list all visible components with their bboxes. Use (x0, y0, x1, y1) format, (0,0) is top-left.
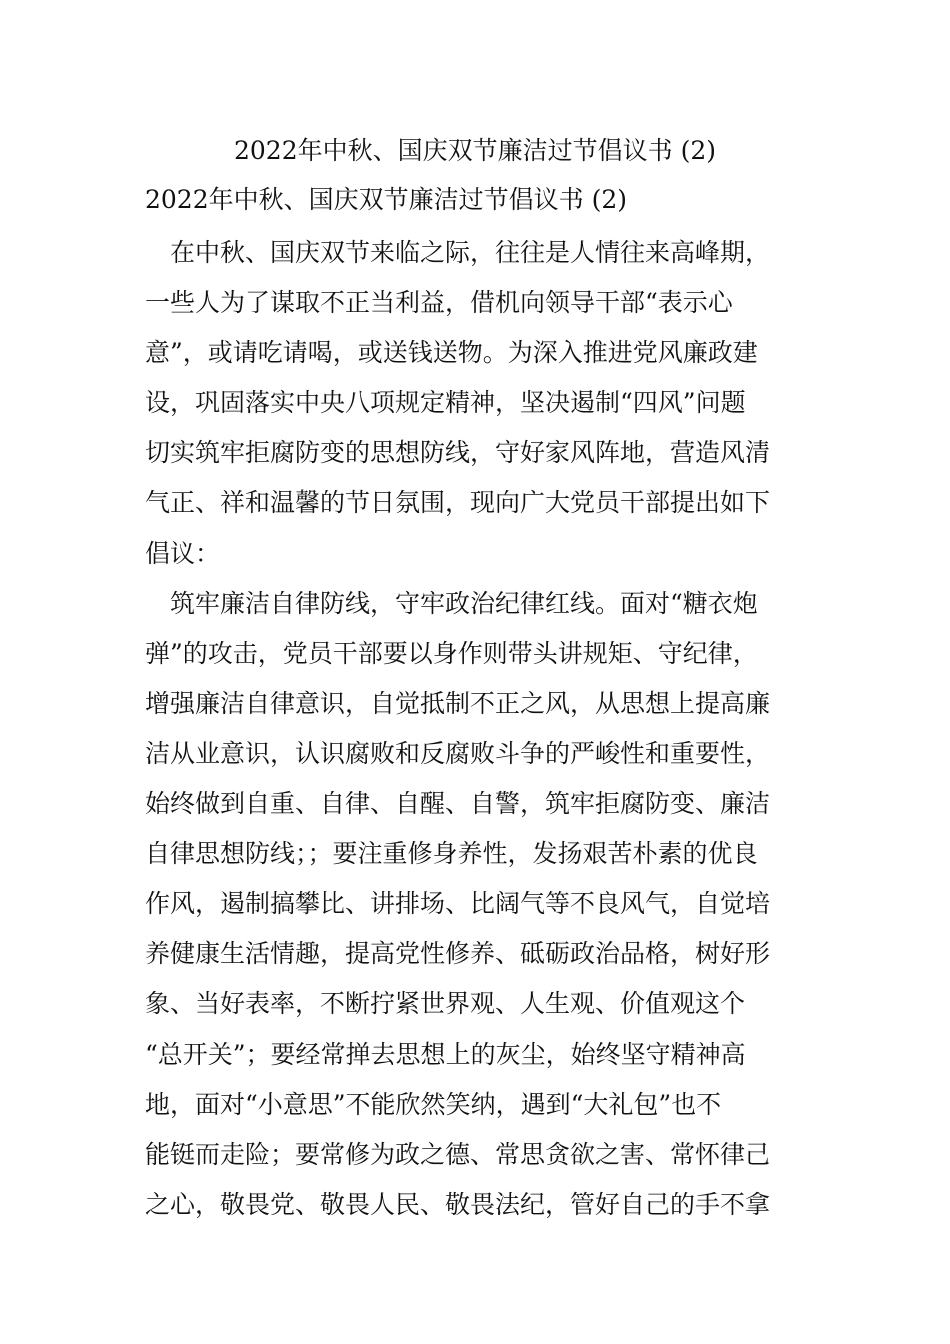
body-line: 切实筑牢拒腐防变的思想防线，守好家风阵地，营造风清 (145, 438, 771, 468)
body-line: 气正、祥和温馨的节日氛围，现向广大党员干部提出如下 (145, 488, 771, 518)
body-line: 设，巩固落实中央八项规定精神，坚决遏制“四风”问题 (145, 388, 746, 418)
body-line: 一些人为了谋取不正当利益，借机向领导干部“表示心 (145, 288, 733, 318)
body-line: “总开关”；要经常掸去思想上的灰尘，始终坚守精神高 (145, 1039, 746, 1069)
body-line: 作风，遏制搞攀比、讲排场、比阔气等不良风气，自觉培 (145, 889, 771, 919)
document-body (145, 228, 805, 1230)
body-line: 地，面对“小意思”不能欣然笑纳，遇到“大礼包”也不 (145, 1089, 722, 1119)
body-line: 象、当好表率，不断拧紧世界观、人生观、价值观这个 (145, 989, 746, 1019)
body-line: 在中秋、国庆双节来临之际，往往是人情往来高峰期， (145, 238, 771, 267)
body-line: 自律思想防线；；要注重修身养性，发扬艰苦朴素的优良 (145, 839, 758, 869)
body-line: 增强廉洁自律意识，自觉抵制不正之风，从思想上提高廉 (145, 688, 771, 718)
body-line: 筑牢廉洁自律防线，守牢政治纪律红线。面对“糖衣炮 (145, 588, 758, 618)
body-line: 之心，敬畏党、敬畏人民、敬畏法纪，管好自己的手不拿 (145, 1189, 771, 1219)
body-line: 意”，或请吃请喝，或送钱送物。为深入推进党风廉政建 (145, 338, 758, 368)
body-line: 养健康生活情趣，提高党性修养、砥砺政治品格，树好形 (145, 939, 771, 969)
document-title: 2022年中秋、国庆双节廉洁过节倡议书 (2) (234, 136, 716, 165)
body-line: 洁从业意识，认识腐败和反腐败斗争的严峻性和重要性， (145, 738, 771, 768)
body-line: 弹”的攻击，党员干部要以身作则带头讲规矩、守纪律， (145, 638, 758, 668)
document-subtitle: 2022年中秋、国庆双节廉洁过节倡议书 (2) (145, 185, 627, 214)
body-line: 能铤而走险；要常修为政之德、常思贪欲之害、常怀律己 (145, 1139, 771, 1169)
body-line: 倡议： (145, 538, 221, 568)
body-line: 始终做到自重、自律、自醒、自警，筑牢拒腐防变、廉洁 (145, 789, 771, 819)
